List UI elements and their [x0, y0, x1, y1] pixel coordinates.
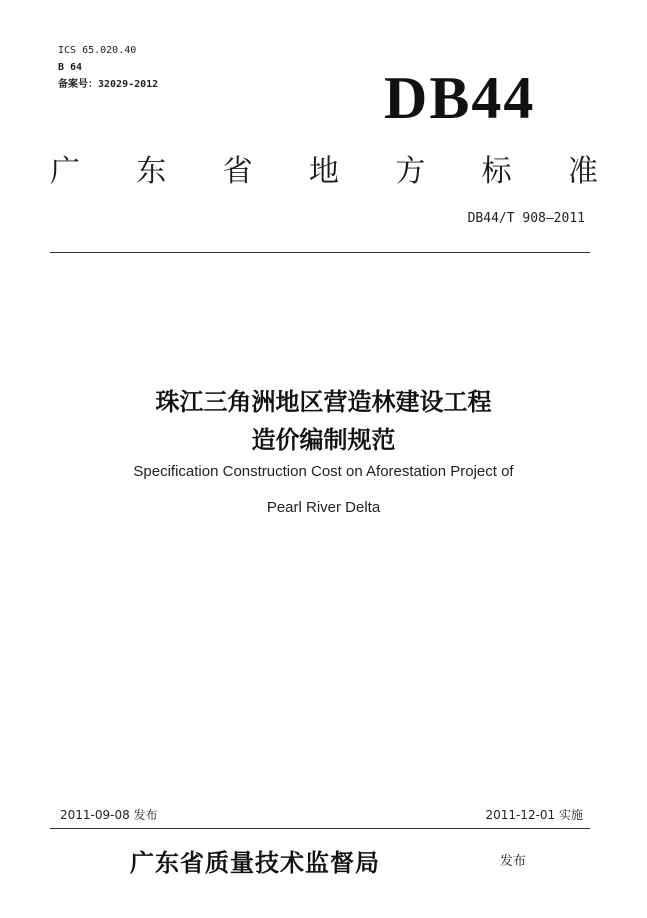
title-chinese-line-2: 造价编制规范 — [251, 426, 396, 454]
standard-type-char: 标 — [481, 154, 512, 189]
classification-codes — [58, 42, 158, 93]
standard-number: DB44/T 908—2011 — [467, 211, 585, 226]
issue-date: 2011-09-08 发布 — [60, 808, 158, 822]
title-chinese-line-1: 珠江三角洲地区营造林建设工程 — [155, 388, 492, 416]
ccs-code: B 64 — [58, 62, 83, 73]
issuing-authority-suffix: 发布 — [500, 854, 527, 869]
ics-code: ICS 65.020.40 — [58, 45, 137, 56]
standard-type-char: 方 — [395, 154, 426, 189]
standard-type-char: 地 — [308, 154, 339, 189]
title-english-line-1: Specification Construction Cost on Aforestation Project of — [133, 463, 514, 480]
title-english-line-2: Pearl River Delta — [266, 499, 381, 516]
standard-type-char: 准 — [567, 154, 598, 189]
standard-type-char: 广 — [50, 154, 80, 189]
bottom-divider — [50, 828, 590, 829]
db-standard-mark: DB44 — [384, 65, 536, 131]
standard-type-char: 省 — [222, 154, 253, 189]
issuing-authority: 广东省质量技术监督局 — [130, 848, 380, 877]
standard-type-char: 东 — [136, 154, 167, 189]
local-standard-label — [50, 146, 598, 190]
top-divider — [50, 252, 590, 253]
record-number: 备案号：32029-2012 — [58, 79, 159, 90]
implementation-date: 2011-12-01 实施 — [485, 808, 583, 822]
